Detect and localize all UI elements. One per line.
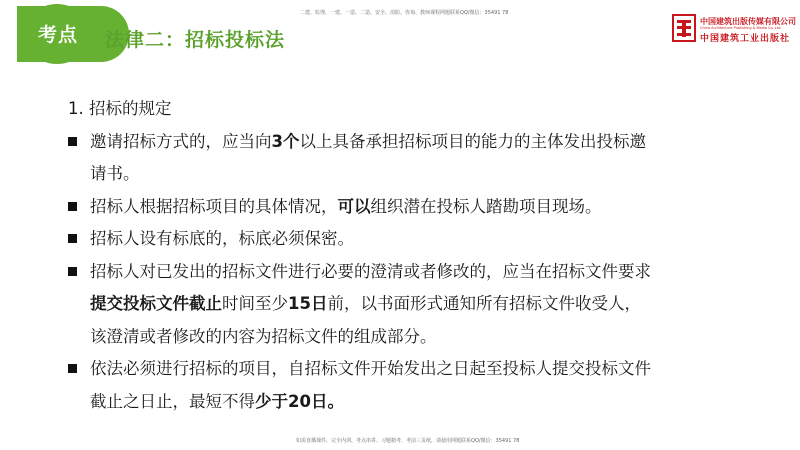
text-segment: 以上具备承担招标项目的能力的主体发出投标邀 — [299, 131, 646, 151]
content-body — [68, 93, 768, 418]
emphasis-text: 提交投标文件截止 — [90, 294, 222, 313]
emphasis-text: 可以 — [337, 196, 371, 216]
bullet-text-line — [90, 386, 768, 419]
header-bar — [0, 0, 800, 80]
bullet-item — [68, 353, 768, 418]
bullet-text-line — [90, 256, 768, 289]
text-segment: 截止之日止，最短不得 — [90, 391, 255, 411]
text-segment: 招标人根据招标项目的具体情况， — [90, 196, 338, 216]
bullet-text-line — [90, 158, 768, 191]
emphasis-text: 3个 — [271, 131, 300, 151]
square-bullet-icon — [68, 202, 77, 211]
bullet-text-line — [90, 223, 768, 256]
square-bullet-icon — [68, 267, 77, 276]
badge-label: 考点 — [38, 24, 79, 46]
publisher-logo-icon — [672, 14, 696, 42]
text-segment: 该澄清或者修改的内容为招标文件的组成部分。 — [90, 326, 437, 346]
emphasis-text: 少于20日。 — [255, 391, 344, 411]
text-segment: 前，以书面形式通知所有招标文件收受人， — [327, 294, 641, 313]
publisher-logo — [672, 14, 794, 44]
text-segment: 依法必须进行招标的项目，自招标文件开始发出之日起至投标人提交投标文件 — [90, 359, 651, 378]
bullet-text-line — [90, 126, 768, 159]
text-segment: 组织潜在投标人踏勘项目现场。 — [370, 196, 602, 216]
text-segment: 请书。 — [90, 164, 140, 183]
bullet-item — [68, 223, 768, 256]
footer-notice: 如需直播课件、完全内训、考点串讲、习题精考、考前三页纸，请使用网题联系QQ/微信：35491 78 — [296, 438, 520, 444]
bullet-list — [68, 126, 768, 419]
logo-company-name: 中国建筑出版传媒有限公司 — [700, 17, 796, 26]
emphasis-text: 15日 — [288, 294, 328, 313]
bullet-text-line — [90, 288, 768, 321]
logo-english-name: China Architecture Publishing & Media Co.,Ltd. — [700, 26, 782, 30]
text-segment: 招标人对已发出的招标文件进行必要的澄清或者修改的，应当在招标文件要求 — [90, 261, 651, 281]
square-bullet-icon — [68, 364, 77, 373]
bullet-item — [68, 256, 768, 354]
text-segment: 招标人设有标底的，标底必须保密。 — [90, 229, 354, 248]
bullet-text-line — [90, 321, 768, 354]
bullet-item — [68, 191, 768, 224]
logo-press-name: 中国建筑工业出版社 — [700, 34, 791, 44]
bullet-text-line — [90, 191, 768, 224]
bullet-text-line — [90, 353, 768, 386]
content-heading: 1. 招标的规定 — [68, 99, 172, 118]
square-bullet-icon — [68, 234, 77, 243]
square-bullet-icon — [68, 137, 77, 146]
text-segment: 邀请招标方式的，应当向 — [90, 131, 272, 151]
section-title: 法律二：招标投标法 — [105, 29, 286, 51]
top-notice: 二建、监理、一建、一造、二造、安全、消防、咨询、教师课程网题联系QQ/微信：35491 78 — [300, 10, 509, 16]
text-segment: 时间至少 — [222, 294, 288, 313]
bullet-item — [68, 126, 768, 191]
